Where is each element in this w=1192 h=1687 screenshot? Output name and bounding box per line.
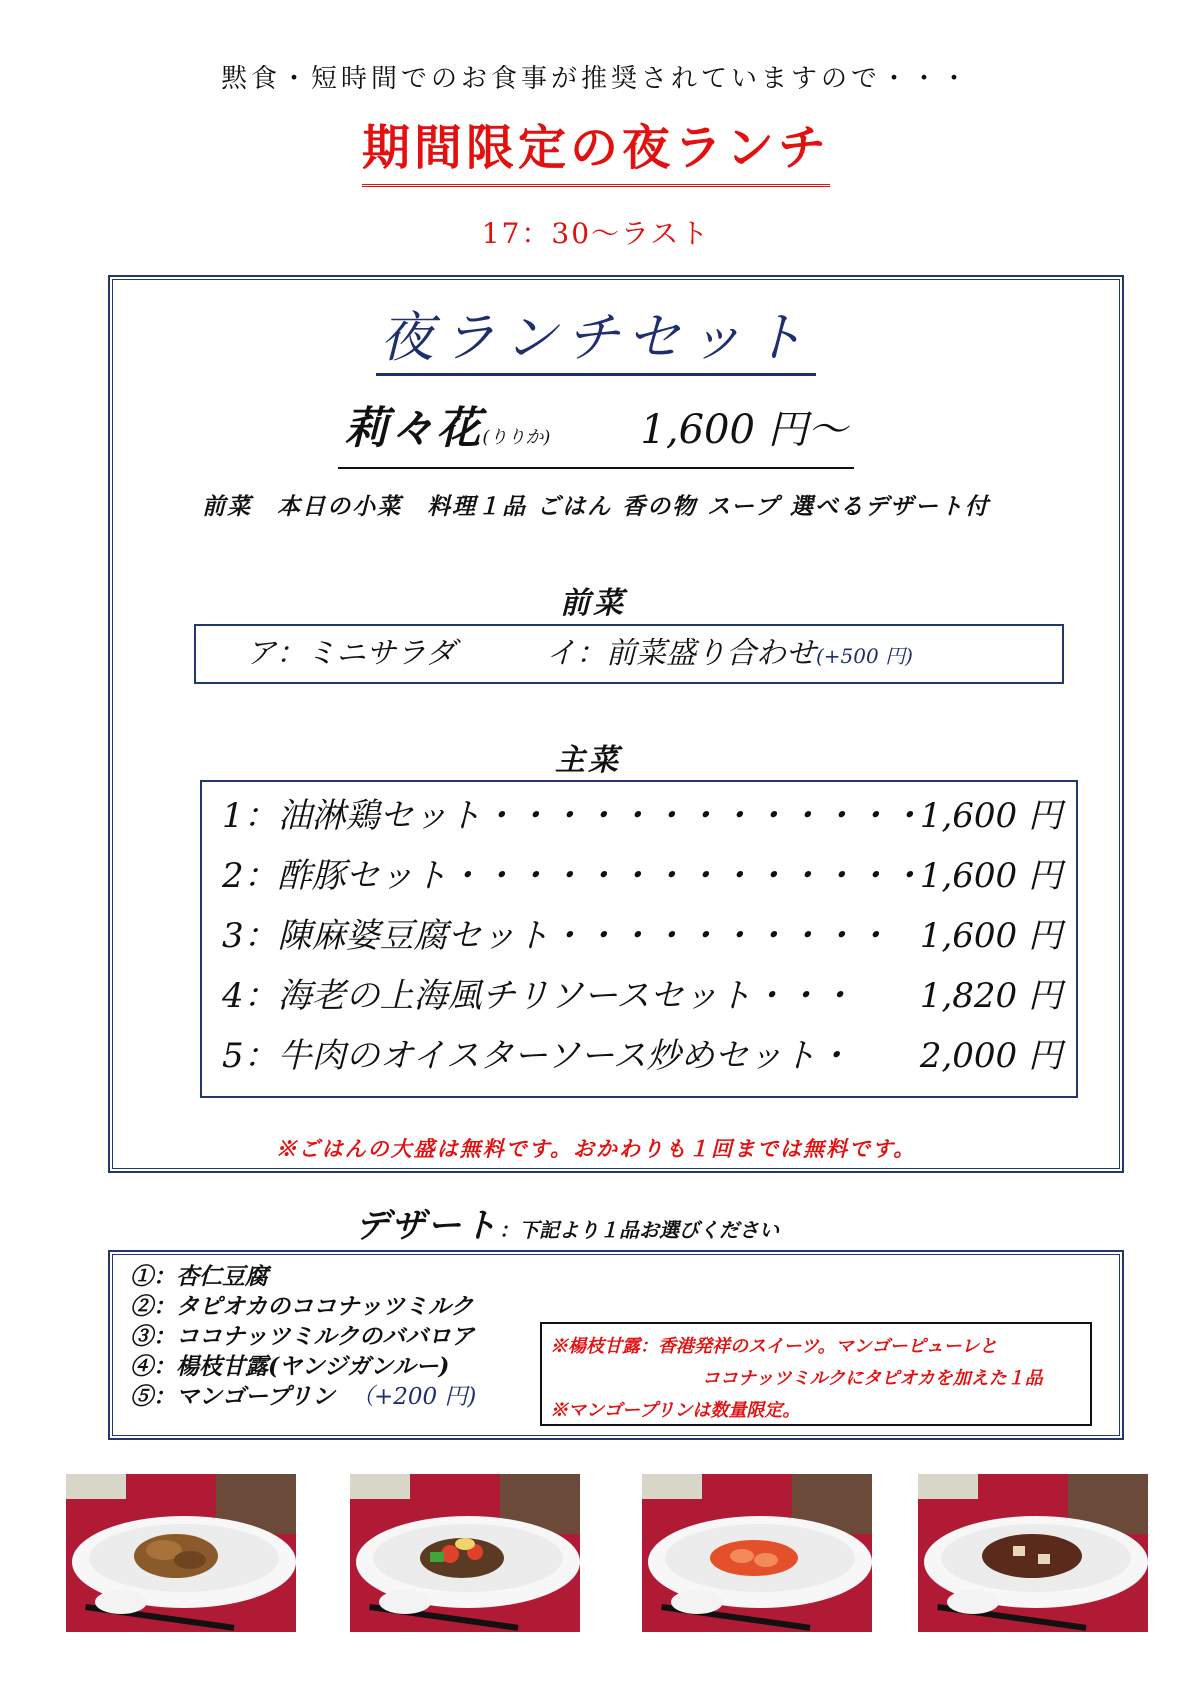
title-wrapper xyxy=(0,118,1192,187)
dish-item xyxy=(222,846,1062,906)
dessert-heading xyxy=(355,1198,1055,1247)
course-heading xyxy=(338,400,853,469)
dish-price: 1,820 円 xyxy=(919,976,1062,1016)
dish-item xyxy=(222,786,1062,846)
zensai-heading: 前菜 xyxy=(560,586,626,621)
set-title-wrapper xyxy=(0,305,1192,376)
dish-price: 2,000 円 xyxy=(919,1036,1062,1076)
dish-name: 2：酢豚セット・・・・・・・・・・・・・・ xyxy=(222,856,924,896)
dessert-note-line: ※マンゴープリンは数量限定。 xyxy=(550,1400,801,1421)
dessert-item-label: ⑤：マンゴープリン xyxy=(130,1383,335,1410)
course-reading: (りりか) xyxy=(482,427,551,448)
dessert-item: ③：ココナッツミルクのババロア xyxy=(130,1323,475,1350)
dish-price: 1,600 円 xyxy=(919,796,1062,836)
zensai-option-b xyxy=(546,626,913,684)
set-title: 夜ランチセット xyxy=(376,305,817,376)
shusai-list-box xyxy=(200,780,1078,1098)
dessert-note-line: ※楊枝甘露：香港発祥のスイーツ。マンゴーピューレと xyxy=(550,1336,998,1357)
dish-item xyxy=(222,966,1062,1026)
dessert-item: ④：楊枝甘露(ヤンジガンルー) xyxy=(130,1353,450,1380)
fried-chicken-photo xyxy=(66,1474,296,1632)
page-title: 期間限定の夜ランチ xyxy=(362,118,830,187)
dish-item xyxy=(222,906,1062,966)
dish-item xyxy=(222,1026,1062,1086)
zensai-option-b-label: イ：前菜盛り合わせ xyxy=(546,636,816,671)
set-includes: 前菜 本日の小菜 料理１品 ごはん 香の物 スープ 選べるデザート付 xyxy=(202,493,990,520)
rice-note: ※ごはんの大盛は無料です。おかわりも１回までは無料です。 xyxy=(275,1136,917,1161)
notice-text: 黙食・短時間でのお食事が推奨されていますので・・・ xyxy=(220,64,971,94)
dessert-item: ②：タピオカのココナッツミルク xyxy=(130,1293,474,1320)
dessert-note-box xyxy=(540,1322,1092,1426)
dessert-item-extra: （+200 円) xyxy=(350,1384,477,1410)
dish-name: 1：油淋鶏セット・・・・・・・・・・・・・ xyxy=(222,796,924,836)
zensai-option-b-extra: (+500 円) xyxy=(816,644,913,668)
dish-name: 5：牛肉のオイスターソース炒めセット・ xyxy=(222,1036,851,1076)
course-price: 1,600 円〜 xyxy=(640,407,848,453)
dessert-subtitle: ：下記より１品お選びください xyxy=(499,1218,779,1242)
hours-text: 17：30〜ラスト xyxy=(481,217,711,250)
dish-price: 1,600 円 xyxy=(919,856,1062,896)
sweet-sour-pork-photo xyxy=(350,1474,580,1632)
dessert-item xyxy=(130,1382,476,1412)
dish-name: 3：陳麻婆豆腐セット・・・・・・・・・・ xyxy=(222,916,890,956)
dessert-item: ①：杏仁豆腐 xyxy=(130,1263,268,1290)
zensai-options-box xyxy=(194,624,1064,684)
mapo-tofu-photo xyxy=(918,1474,1148,1632)
shusai-heading: 主菜 xyxy=(555,743,621,778)
dish-price: 1,600 円 xyxy=(919,916,1062,956)
course-line xyxy=(0,400,1192,469)
dish-name: 4：海老の上海風チリソースセット・・・ xyxy=(222,976,854,1016)
dessert-title: デザート xyxy=(355,1206,499,1246)
dessert-note-line: ココナッツミルクにタピオカを加えた１品 xyxy=(702,1368,1043,1389)
shrimp-chili-photo xyxy=(642,1474,872,1632)
zensai-option-a: ア：ミニサラダ xyxy=(246,636,456,671)
course-name: 莉々花 xyxy=(344,403,483,454)
